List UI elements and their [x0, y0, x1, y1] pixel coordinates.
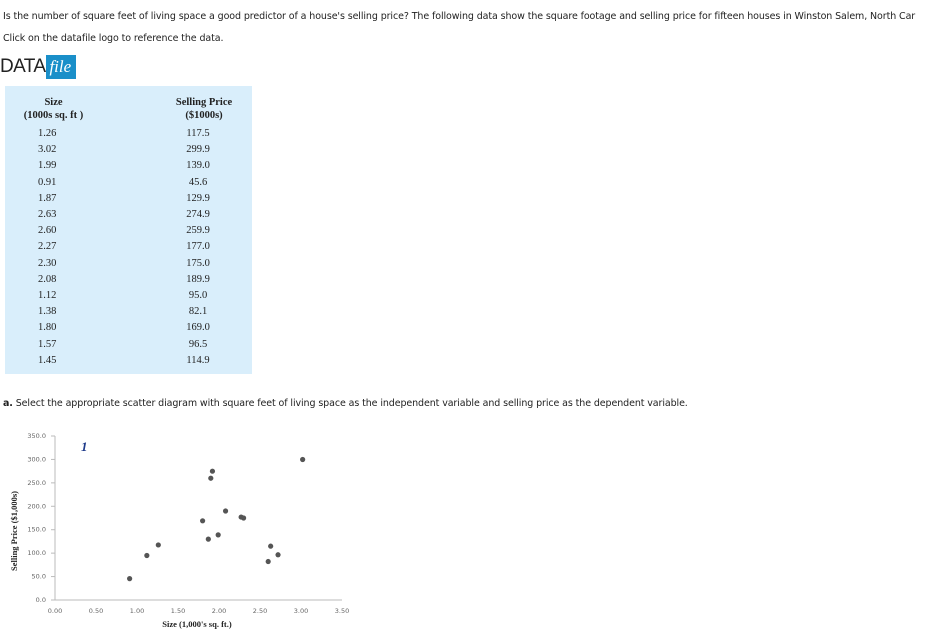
- data-point: [241, 515, 246, 520]
- x-tick-label: 3.00: [293, 607, 309, 615]
- price-cell: 169.0: [186, 322, 210, 334]
- price-cell: 82.1: [188, 306, 208, 318]
- size-cell: 1.80: [38, 322, 57, 334]
- data-table: [5, 86, 252, 374]
- y-tick-label: 350.0: [27, 432, 46, 440]
- table-row: [5, 209, 252, 225]
- part-a-label: a.: [3, 398, 13, 409]
- price-cell: 299.9: [186, 144, 210, 156]
- price-cell: 274.9: [186, 209, 210, 220]
- datafile-logo-data-text: DATA: [0, 56, 46, 77]
- data-point: [144, 553, 149, 558]
- data-point: [156, 542, 161, 547]
- x-tick-label: 1.00: [129, 607, 145, 615]
- data-point: [216, 532, 221, 537]
- data-point: [208, 476, 213, 481]
- y-axis-title: Selling Price ($1,000s): [9, 490, 19, 572]
- price-column-header: [159, 96, 249, 122]
- table-row: [5, 339, 252, 355]
- size-cell: 1.26: [38, 128, 57, 139]
- size-header-line1: Size: [44, 97, 63, 108]
- price-cell: 129.9: [186, 192, 210, 204]
- x-axis-title: Size (1,000's sq. ft.): [162, 619, 232, 629]
- y-tick-label: 0.0: [35, 596, 46, 604]
- size-cell: 2.60: [38, 225, 57, 237]
- table-row: [5, 306, 252, 322]
- size-cell: 1.87: [38, 192, 57, 204]
- table-row: [5, 258, 252, 274]
- price-header-line1: Selling Price: [175, 97, 233, 108]
- x-tick-label: 0.00: [47, 607, 63, 615]
- data-point: [206, 537, 211, 542]
- size-cell: 1.12: [38, 290, 57, 301]
- chart-axes: [55, 436, 342, 600]
- data-point: [210, 469, 215, 474]
- part-a-question: [3, 398, 688, 409]
- price-cell: 259.9: [186, 225, 210, 237]
- table-row: [5, 322, 252, 338]
- x-tick-label: 1.50: [170, 607, 186, 615]
- price-cell: 45.6: [188, 176, 208, 188]
- question-intro: Is the number of square feet of living space a good predictor of a house's selling price? The following data show the square footage and selling price for fifteen houses in Winston Salem, North Car: [3, 11, 916, 22]
- price-cell: 177.0: [186, 241, 210, 253]
- price-cell: 117.5: [186, 128, 210, 139]
- part-a-text: Select the appropriate scatter diagram with square feet of living space as the independent variable and selling price as the dependent variable.: [15, 398, 688, 409]
- data-point: [266, 559, 271, 564]
- data-point: [127, 576, 132, 581]
- x-tick-label: 0.50: [88, 607, 104, 615]
- y-tick-label: 150.0: [27, 525, 46, 534]
- price-cell: 95.0: [188, 290, 208, 301]
- y-tick-label: 250.0: [27, 478, 46, 487]
- size-cell: 0.91: [38, 176, 57, 188]
- price-header-line2: ($1000s): [185, 110, 223, 121]
- size-cell: 2.30: [38, 257, 57, 269]
- table-row: [5, 274, 252, 290]
- size-cell: 1.38: [38, 306, 57, 318]
- scatter-chart-option-1: [0, 425, 360, 630]
- datafile-logo-file-text: file: [46, 55, 76, 79]
- x-tick-label: 2.00: [211, 607, 227, 615]
- y-tick-label: 50.0: [31, 572, 46, 581]
- size-cell: 3.02: [38, 144, 57, 156]
- size-cell: 2.27: [38, 241, 57, 253]
- size-header-line2: (1000s sq. ft ): [23, 110, 84, 121]
- price-cell: 96.5: [188, 338, 208, 350]
- table-row: [5, 290, 252, 306]
- y-tick-label: 100.0: [27, 549, 46, 558]
- table-row: [5, 144, 252, 160]
- data-point: [275, 552, 280, 557]
- size-cell: 1.99: [38, 160, 57, 172]
- data-point: [300, 457, 305, 462]
- data-point: [223, 508, 228, 513]
- y-tick-label: 300.0: [27, 455, 46, 464]
- table-row: [5, 177, 252, 193]
- table-row: [5, 193, 252, 209]
- size-cell: 2.08: [38, 273, 57, 285]
- datafile-logo-button[interactable]: [0, 55, 76, 79]
- size-cell: 1.57: [38, 338, 57, 350]
- price-cell: 175.0: [186, 257, 210, 269]
- table-row: [5, 128, 252, 144]
- price-cell: 189.9: [186, 273, 210, 285]
- chart-points: [127, 457, 305, 581]
- table-row: [5, 355, 252, 371]
- x-tick-label: 2.50: [252, 607, 268, 615]
- price-cell: 114.9: [186, 354, 210, 366]
- data-point: [200, 518, 205, 523]
- table-row: [5, 225, 252, 241]
- price-cell: 139.0: [186, 160, 210, 172]
- table-row: [5, 241, 252, 257]
- table-row: [5, 160, 252, 176]
- option-number-label: 1: [81, 439, 88, 454]
- size-column-header: [11, 96, 96, 122]
- data-point: [268, 544, 273, 549]
- y-tick-label: 200.0: [27, 502, 46, 511]
- datafile-instruction: Click on the datafile logo to reference the data.: [3, 33, 224, 44]
- x-tick-label: 3.50: [334, 607, 350, 615]
- size-cell: 1.45: [38, 354, 57, 366]
- size-cell: 2.63: [38, 209, 57, 220]
